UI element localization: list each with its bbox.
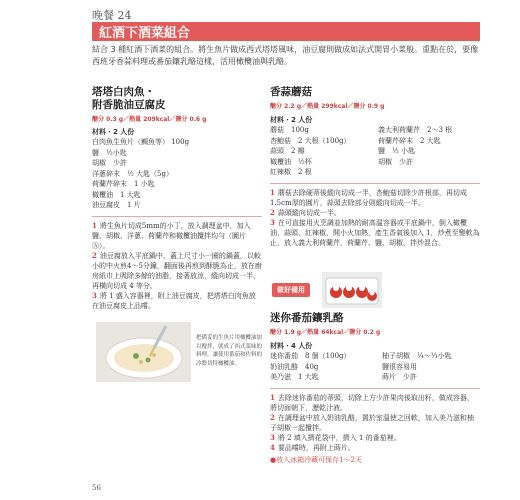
ingredient-item: 杏鮑菇 2 大根（100g） <box>270 136 351 145</box>
ingredient-item: 洋蔥碎末 ½ 大匙（5g） <box>92 169 173 178</box>
dish3-nutrition: 醣分 1.9 g／熱量 64kcal／鹽分 0.2 g <box>270 329 381 336</box>
prep-badge: 做好備用 <box>272 283 310 297</box>
dish3-block <box>270 312 480 465</box>
dish1-nutrition: 醣分 0.3 g／熱量 209kcal／鹽分 0.6 g <box>92 116 207 123</box>
page-number: 56 <box>92 484 101 492</box>
ingredient-item: 迷你番茄 8 個（100g） <box>270 352 351 360</box>
storage-note: ●放入冰箱冷藏可保存1～2天 <box>270 455 363 464</box>
ingredient-item: 美乃滋 1 大匙 <box>270 373 319 381</box>
dish1-ingredients-head: 材料・2 人份 <box>92 128 135 136</box>
ingredient-item: 蒜頭 2 瓣 <box>270 147 305 155</box>
dish3-step: 3 將 2 填入擠花袋中，擠入 1 的番茄裡。 <box>270 432 401 442</box>
dish1-photo <box>96 322 191 382</box>
dish2-ingredients <box>270 125 480 178</box>
dish2-block <box>270 86 480 248</box>
dish3-title: 迷你番茄鑲乳酪 <box>270 312 344 324</box>
dish1-step: 1 將生魚片切成5mm的小丁，放入調理盆中，加入鹽、胡椒、洋蔥、荷蘭芹和橄欖油攪拌均勻（圖片Ⓐ）。 <box>92 220 251 250</box>
dish3-step: 2 在調理盆中放入奶油乳酪，置於室溫使之回軟，加入美乃滋和柚子胡椒一起攪拌。 <box>270 412 474 432</box>
section-label: 晚餐 24 <box>92 9 132 22</box>
intro-paragraph: 結合 3 種紅酒下酒菜的組合。將生魚片做成西式塔塔風味，油豆腐則做成如法式開胃小菜般。重點在於，要像西班牙香蒜料理或番茄鑲乳酪這樣，活用橄欖油與乳酪。 <box>92 45 479 66</box>
dish2-nutrition: 醣分 2.2 g／熱量 299kcal／鹽分 0.9 g <box>270 103 385 110</box>
dish1-step: 3 將 1 盛入容器裡，附上油豆腐皮，把塔塔白肉魚放在油豆腐皮上品嚐。 <box>92 290 256 310</box>
ingredient-item: 鹽 ½小匙 <box>92 148 127 157</box>
dish2-step: 3 在可直接用火烹調並加熱的耐高溫容器或平底鍋中，倒入橄欖油、蒜頭、紅辣椒，開小火加熱，產生香氣後加入 1，炒煮至變軟為止，放入義大利荷蘭芹，荷蘭芹、鹽、胡椒，拌炒混合。 <box>270 217 480 247</box>
ingredient-item: 白肉魚生魚片（鯛魚等） 100g <box>92 138 190 146</box>
dish1-photo-note: 把備妥的生魚片用橄欖油加以攪拌，就成了西式菜味的料理。讓使用番茄和佐料的冷盤切特橄欖油。 <box>196 335 263 367</box>
dish2-step: 2 蒜頭縱向切成一半。 <box>270 207 341 217</box>
ingredient-item: 鹽 ½ 小匙 <box>378 147 416 155</box>
tomato-photo <box>322 272 382 308</box>
ingredient-item: 蘑菇 100g <box>270 126 309 134</box>
ingredient-item: 胡椒 少許 <box>92 159 127 167</box>
divider <box>92 216 262 217</box>
title-bar <box>92 22 480 41</box>
dish2-title: 香蒜蘑菇 <box>270 86 312 98</box>
dish3-ingredients-head: 材料・4 人份 <box>270 342 313 350</box>
dish1-step: 2 油豆腐放入平底鍋中，蓋上尺寸小一圈的鍋蓋，以較小的中火煎4～5分鐘，翻面後再煎到酥脆為止，放在廚房紙巾上吸除多餘的油脂，接著放涼，縱向切成一半，再橫向切成 4 等分。 <box>92 250 262 290</box>
divider <box>270 183 480 184</box>
ingredient-item: 蒔片 少許 <box>382 373 417 381</box>
dish1-ingredients <box>92 137 262 211</box>
divider <box>270 388 480 389</box>
ingredient-item: 紅辣椒 2 根 <box>270 168 312 176</box>
page-title: 紅酒下酒菜組合 <box>99 26 191 41</box>
ingredient-item: 胡椒 少許 <box>378 157 413 166</box>
ingredient-item: 荷蘭芹碎末 2 大匙 <box>378 136 441 145</box>
ingredient-item: 橄欖油 ½杯 <box>270 157 312 166</box>
dish3-step: 4 要品嚐時，再附上蒔片。 <box>270 442 355 452</box>
dish3-step: 1 去除迷你番茄的蒂頭，切除上方少許果肉後取出籽，做成容器，將切面朝下，瀝乾汁液。 <box>270 392 474 412</box>
ingredient-item: 橄欖油 1 大匙 <box>92 190 141 199</box>
ingredient-item: 油豆腐皮 1 片 <box>92 201 141 209</box>
ingredient-item: 柚子胡椒 ¼～⅓小匙 <box>382 352 452 360</box>
dish3-ingredients <box>270 351 480 383</box>
ingredient-item: 奶油乳酪 40g <box>270 362 319 371</box>
dish2-step: 1 蘑菇去除硬蒂後縱向切成一半，杏鮑菇切除少許根部，再切成1.5cm厚的圓片，蒜頭去除部分則縱向切成一半。 <box>270 187 467 207</box>
dish1-title-2: 附香脆油豆腐皮 <box>92 99 166 111</box>
ingredient-item: 鹽很容易用 <box>382 362 417 371</box>
dish1-title-1: 塔塔白肉魚・ <box>92 86 155 98</box>
dish2-ingredients-head: 材料・2 人份 <box>270 116 313 124</box>
ingredient-item: 義大利荷蘭芹 2～3 根 <box>378 126 453 134</box>
ingredient-item: 荷蘭芹碎末 1 小匙 <box>92 180 155 188</box>
dish1-block <box>92 86 262 311</box>
